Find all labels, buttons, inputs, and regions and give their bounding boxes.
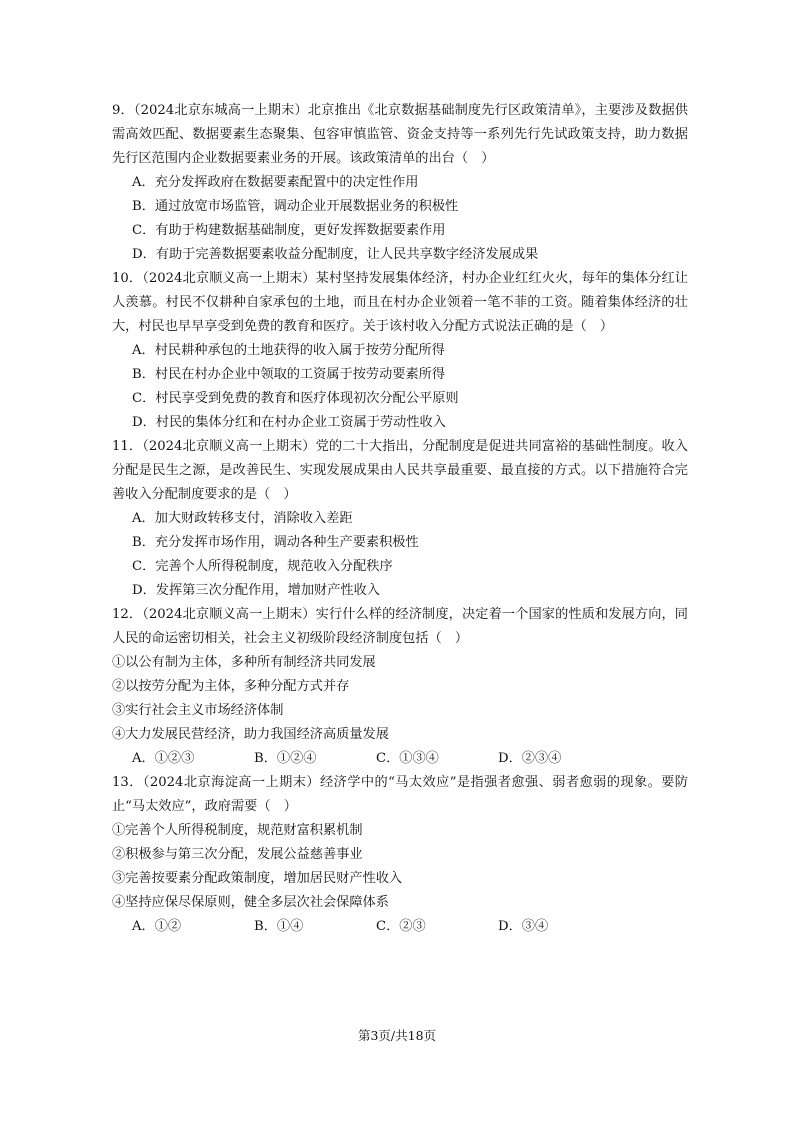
question-stem: 10．（2024北京顺义高一上期末）某村坚持发展集体经济，村办企业红红火火，每年的集体分红让人羡慕。村民不仅耕种自家承包的土地，而且在村办企业领着一笔不菲的工资。随着集体经济的壮大，村民也早早享受到免费的教育和医疗。关于该村收入分配方式说法正确的是（ ） bbox=[112, 271, 688, 334]
option-c: C．完善个人所得税制度，规范收入分配秩序 bbox=[132, 559, 393, 574]
option-d: D．发挥第三次分配作用，增加财产性收入 bbox=[132, 583, 380, 598]
option-b: B．通过放宽市场监管，调动企业开展数据业务的积极性 bbox=[132, 199, 459, 214]
statement-3: ③完善按要素分配政策制度，增加居民财产性收入 bbox=[112, 871, 403, 886]
page-footer: 第3页/共18页 bbox=[357, 1028, 437, 1043]
option-a: A．加大财政转移支付，消除收入差距 bbox=[132, 511, 353, 526]
statement-1: ①完善个人所得税制度，规范财富积累机制 bbox=[112, 823, 363, 838]
answer-choices bbox=[112, 747, 688, 771]
statement-4: ④大力发展民营经济，助力我国经济高质量发展 bbox=[112, 727, 389, 742]
option-d: D．有助于完善数据要素收益分配制度，让人民共享数字经济发展成果 bbox=[132, 247, 539, 262]
option-b: B．充分发挥市场作用，调动各种生产要素积极性 bbox=[132, 535, 419, 550]
choice-a: A．①②③ bbox=[132, 751, 195, 766]
statement-1: ①以公有制为主体，多种所有制经济共同发展 bbox=[112, 655, 376, 670]
question-11 bbox=[112, 435, 688, 603]
question-9 bbox=[112, 99, 688, 267]
question-13 bbox=[112, 771, 688, 939]
choice-b: B．①④ bbox=[254, 919, 304, 934]
option-a: A．村民耕种承包的土地获得的收入属于按劳分配所得 bbox=[132, 343, 445, 358]
choice-a: A．①② bbox=[132, 919, 182, 934]
statement-2: ②以按劳分配为主体，多种分配方式并存 bbox=[112, 679, 350, 694]
question-stem: 13．（2024北京海淀高一上期末）经济学中的“马太效应”是指强者愈强、弱者愈弱的现象。要防止“马太效应”，政府需要（ ） bbox=[112, 775, 688, 814]
choice-c: C．①③④ bbox=[376, 751, 439, 766]
option-d: D．村民的集体分红和在村办企业工资属于劳动性收入 bbox=[132, 415, 446, 430]
option-c: C．有助于构建数据基础制度，更好发挥数据要素作用 bbox=[132, 223, 446, 238]
question-stem: 11．（2024北京顺义高一上期末）党的二十大指出，分配制度是促进共同富裕的基础性制度。收入分配是民生之源，是改善民生、实现发展成果由人民共享最重要、最直接的方式。以下措施符合完善收入分配制度要求的是（ ） bbox=[112, 439, 688, 502]
option-b: B．村民在村办企业中领取的工资属于按劳动要素所得 bbox=[132, 367, 446, 382]
choice-c: C．②③ bbox=[376, 919, 426, 934]
question-12 bbox=[112, 603, 688, 771]
choice-d: D．②③④ bbox=[498, 751, 562, 766]
statement-4: ④坚持应保尽保原则，健全多层次社会保障体系 bbox=[112, 895, 389, 910]
answer-choices bbox=[112, 915, 688, 939]
choice-b: B．①②④ bbox=[254, 751, 317, 766]
question-stem: 12．（2024北京顺义高一上期末）实行什么样的经济制度，决定着一个国家的性质和发展方向，同人民的命运密切相关，社会主义初级阶段经济制度包括（ ） bbox=[112, 607, 688, 646]
question-10 bbox=[112, 267, 688, 435]
option-a: A．充分发挥政府在数据要素配置中的决定性作用 bbox=[132, 175, 419, 190]
question-stem: 9．（2024北京东城高一上期末）北京推出《北京数据基础制度先行区政策清单》，主要涉及数据供需高效匹配、数据要素生态聚集、包容审慎监管、资金支持等一系列先行先试政策支持，助力数据先行区范围内企业数据要素业务的开展。该政策清单的出台（ ） bbox=[112, 103, 688, 166]
statement-2: ②积极参与第三次分配，发展公益慈善事业 bbox=[112, 847, 363, 862]
statement-3: ③实行社会主义市场经济体制 bbox=[112, 703, 284, 718]
option-c: C．村民享受到免费的教育和医疗体现初次分配公平原则 bbox=[132, 391, 459, 406]
choice-d: D．③④ bbox=[498, 919, 549, 934]
